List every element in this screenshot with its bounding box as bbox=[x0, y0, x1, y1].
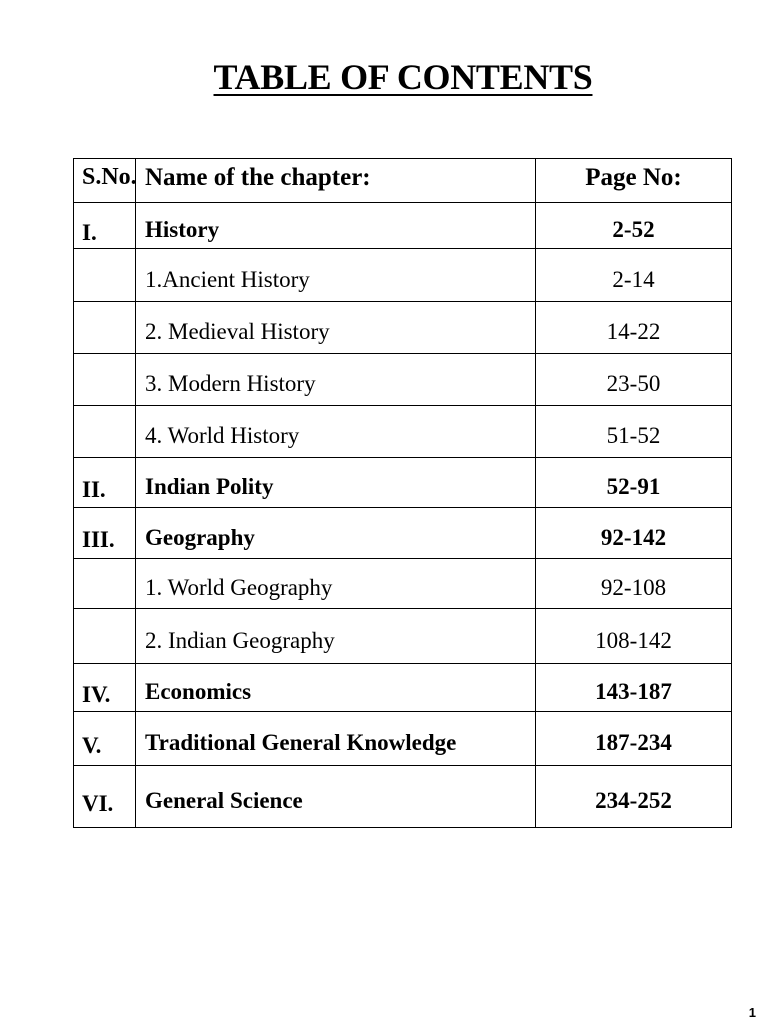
row-chapter-name: Indian Polity bbox=[136, 458, 536, 508]
row-chapter-name: Economics bbox=[136, 664, 536, 712]
row-page-range: 143-187 bbox=[536, 664, 732, 712]
row-chapter-name: 1. World Geography bbox=[136, 559, 536, 609]
row-chapter-name: 4. World History bbox=[136, 406, 536, 458]
row-chapter-name: 2. Medieval History bbox=[136, 302, 536, 354]
row-sno bbox=[74, 249, 136, 302]
table-row bbox=[74, 766, 732, 828]
row-chapter-name: 1.Ancient History bbox=[136, 249, 536, 302]
page-number: 1 bbox=[748, 1005, 756, 1020]
header-sno: S.No. bbox=[74, 159, 136, 203]
row-page-range: 14-22 bbox=[536, 302, 732, 354]
table-header-row bbox=[74, 159, 732, 203]
table-row bbox=[74, 354, 732, 406]
row-page-range: 51-52 bbox=[536, 406, 732, 458]
row-page-range: 2-52 bbox=[536, 203, 732, 249]
row-page-range: 92-142 bbox=[536, 508, 732, 559]
table-row bbox=[74, 406, 732, 458]
row-page-range: 187-234 bbox=[536, 712, 732, 766]
table-row bbox=[74, 664, 732, 712]
table-row bbox=[74, 508, 732, 559]
table-row bbox=[74, 458, 732, 508]
table-row bbox=[74, 203, 732, 249]
row-page-range: 108-142 bbox=[536, 609, 732, 664]
row-sno bbox=[74, 559, 136, 609]
row-page-range: 92-108 bbox=[536, 559, 732, 609]
row-page-range: 234-252 bbox=[536, 766, 732, 828]
row-chapter-name: History bbox=[136, 203, 536, 249]
row-sno bbox=[74, 354, 136, 406]
row-page-range: 2-14 bbox=[536, 249, 732, 302]
table-row bbox=[74, 712, 732, 766]
contents-table bbox=[73, 158, 732, 828]
table-row bbox=[74, 302, 732, 354]
row-sno bbox=[74, 406, 136, 458]
row-sno: VI. bbox=[74, 766, 136, 828]
row-page-range: 52-91 bbox=[536, 458, 732, 508]
table-row bbox=[74, 249, 732, 302]
header-chapter-name: Name of the chapter: bbox=[136, 159, 536, 203]
row-sno: IV. bbox=[74, 664, 136, 712]
row-chapter-name: Traditional General Knowledge bbox=[136, 712, 536, 766]
row-chapter-name: Geography bbox=[136, 508, 536, 559]
table-row bbox=[74, 559, 732, 609]
row-chapter-name: General Science bbox=[136, 766, 536, 828]
row-sno: I. bbox=[74, 203, 136, 249]
row-chapter-name: 2. Indian Geography bbox=[136, 609, 536, 664]
page-title: TABLE OF CONTENTS bbox=[213, 57, 593, 97]
row-chapter-name: 3. Modern History bbox=[136, 354, 536, 406]
table-row bbox=[74, 609, 732, 664]
row-sno bbox=[74, 302, 136, 354]
row-sno bbox=[74, 609, 136, 664]
row-sno: V. bbox=[74, 712, 136, 766]
row-sno: II. bbox=[74, 458, 136, 508]
row-sno: III. bbox=[74, 508, 136, 559]
header-page-no: Page No: bbox=[536, 159, 732, 203]
row-page-range: 23-50 bbox=[536, 354, 732, 406]
